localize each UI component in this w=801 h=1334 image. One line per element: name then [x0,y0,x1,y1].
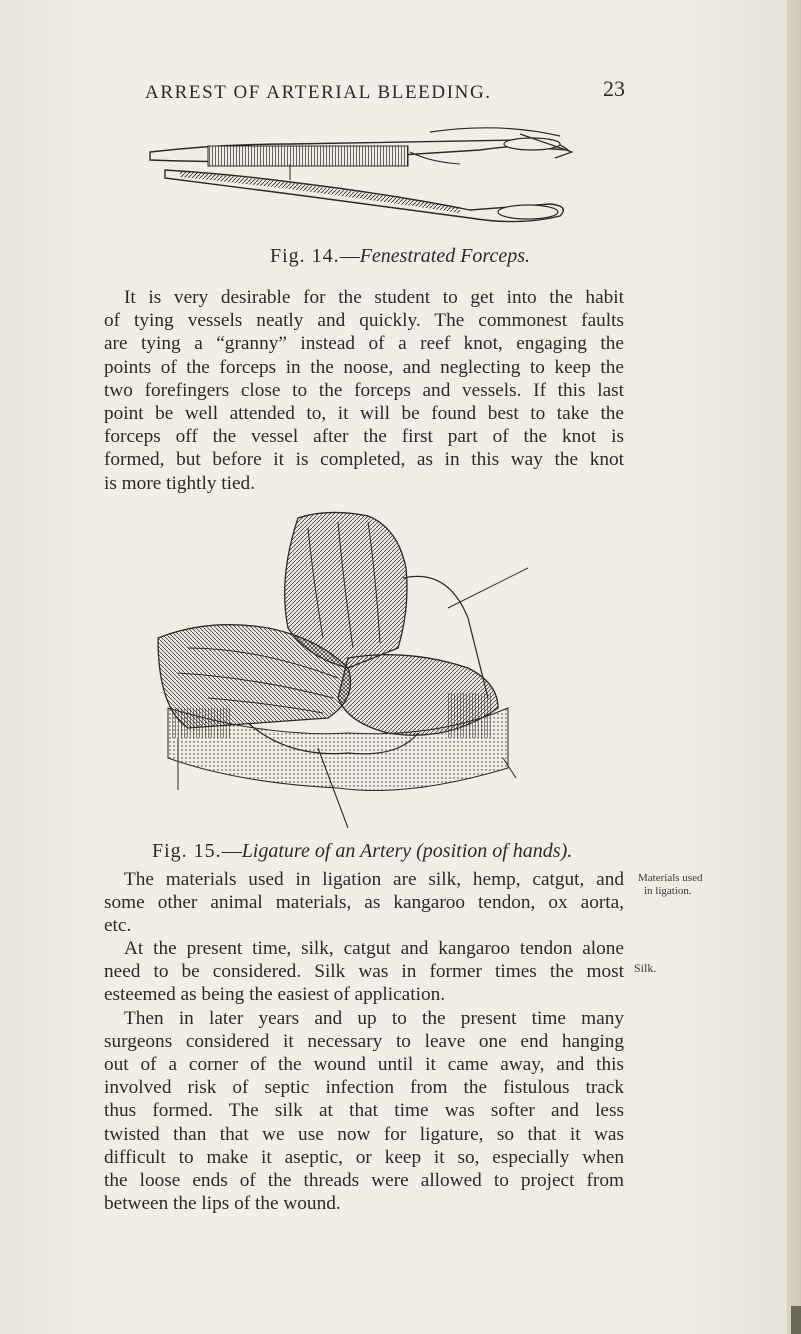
figure-14-caption: Fig. 14.—Fenestrated Forceps. [270,245,531,267]
page-edge [787,0,801,1334]
page-number: 23 [603,76,625,101]
paragraph-3 [104,937,624,1215]
text-line: point be well attended to, it will be found best to take the [104,403,624,425]
text-line: involved risk of septic infection from the fistulous track [104,1077,624,1099]
text-line: some other animal materials, as kangaroo tendon, ox aorta, [104,892,624,914]
figure-14-title: Fenestrated Forceps. [359,245,531,267]
text-line: forceps off the vessel after the first part of the knot is [104,426,624,448]
figure-15-title: Ligature of an Artery (position of hands). [241,840,573,862]
text-line: It is very desirable for the student to get into the habit [124,287,624,308]
ligature-hands-illustration [148,508,528,833]
figure-14-label: Fig. 14. [270,245,340,267]
text-line: The materials used in ligation are silk, hemp, catgut, and [124,869,624,890]
text-line: are tying a “granny” instead of a reef knot, engaging the [104,333,624,355]
text-line: difficult to make it aseptic, or keep it so, especially when [104,1146,624,1168]
text-line: esteemed as being the easiest of application. [104,984,446,1006]
figure-15-caption: Fig. 15.—Ligature of an Artery (position of hands). [152,840,573,862]
text-line: formed, but before it is completed, as in this way the knot [104,449,624,471]
text-line: points of the forceps in the noose, and neglecting to keep the [104,356,624,378]
margin-note-materials [638,872,702,898]
paragraph-1 [104,286,624,495]
running-title: ARREST OF ARTERIAL BLEEDING. [145,82,492,103]
text-line: Then in later years and up to the present time many [124,1007,624,1029]
margin-note-line: Materials used [638,872,703,884]
page-header [145,76,625,112]
text-line: thus formed. The silk at that time was softer and less [104,1100,624,1122]
text-line: between the lips of the wound. [104,1193,341,1215]
page-edge-mark [791,1306,801,1334]
text-line: etc. [104,915,132,937]
text-line: need to be considered. Silk was in former times the most [104,961,624,983]
paragraph-2 [104,868,624,938]
text-line: surgeons considered it necessary to leave one end hanging [104,1030,624,1052]
text-line: twisted than that we use now for ligature, so that it was [104,1123,624,1145]
text-line: out of a corner of the wound until it came away, and this [104,1054,624,1076]
text-line: At the present time, silk, catgut and kangaroo tendon alone [124,938,624,959]
margin-note-line: Silk. [634,961,657,975]
text-line: is more tightly tied. [104,472,256,494]
figure-15-label: Fig. 15. [152,840,222,862]
margin-note-silk [634,962,656,975]
margin-note-line: in ligation. [644,885,692,897]
text-line: two forefingers close to the forceps and vessels. If this last [104,379,624,401]
forceps-illustration [140,122,580,237]
text-line: the loose ends of the threads were allowed to project from [104,1170,624,1192]
text-line: of tying vessels neatly and quickly. The commonest faults [104,310,624,332]
